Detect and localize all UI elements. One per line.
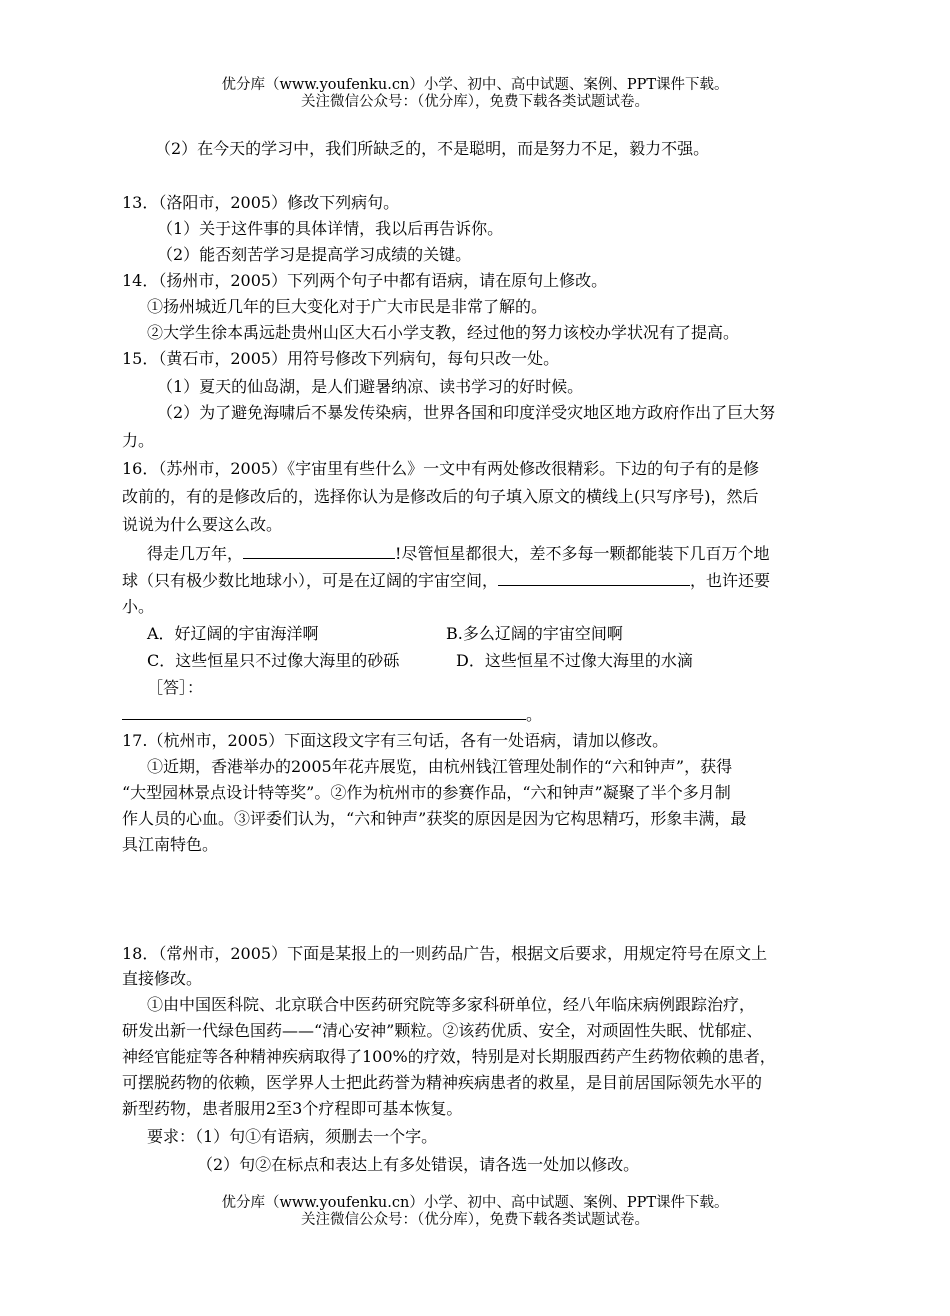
q18-passage-5: 新型药物，患者服用2至3个疗程即可基本恢复。 (122, 1099, 463, 1118)
q15-sentence-1: （1）夏天的仙岛湖，是人们避暑纳凉、读书学习的好时候。 (157, 377, 584, 396)
q16-answer-line (122, 703, 542, 726)
q14-title: 14．（扬州市，2005）下列两个句子中都有语病，请在原句上修改。 (122, 271, 608, 290)
q16-passage-line-1 (147, 542, 769, 565)
q18-passage-3: 神经官能症等各种精神疾病取得了100%的疗效，特别是对长期服西药产生药物依赖的患者， (122, 1047, 776, 1066)
q17-line-2: “大型园林景点设计特等奖”。②作为杭州市的参赛作品，“六和钟声”凝聚了半个多月制 (122, 783, 731, 802)
q16-option-d: D．这些恒星不过像大海里的水滴 (456, 651, 693, 670)
q16-line-2: 改前的，有的是修改后的，选择你认为是修改后的句子填入原文的横线上(只写序号)，然后 (122, 487, 759, 506)
q14-sentence-2: ②大学生徐本禹远赴贵州山区大石小学支教，经过他的努力该校办学状况有了提高。 (147, 323, 740, 342)
q16-line-3: 说说为什么要这么改。 (122, 515, 283, 534)
q18-line-2: 直接修改。 (122, 969, 203, 988)
q16-passage-part: ，也许还要 (690, 571, 771, 590)
q18-requirement-1: 要求：（1）句①有语病，须删去一个字。 (147, 1127, 438, 1146)
q15-sentence-2-cont: 力。 (122, 431, 155, 450)
footer-line-2: 关注微信公众号：（优分库），免费下载各类试题试卷。 (301, 1212, 649, 1228)
q18-line-1: 18．（常州市，2005）下面是某报上的一则药品广告，根据文后要求，用规定符号在原文上 (122, 944, 768, 963)
footer-line-1: 优分库（www.youfenku.cn）小学、初中、高中试题、案例、PPT课件下载。 (221, 1195, 729, 1211)
q12-sentence-2: （2）在今天的学习中，我们所缺乏的，不是聪明，而是努力不足，毅力不强。 (155, 139, 710, 158)
q16-passage-line-2 (122, 569, 770, 592)
q16-answer-label: ［答］： (147, 678, 204, 697)
q16-option-b: B.多么辽阔的宇宙空间啊 (446, 624, 623, 643)
answer-blank-3[interactable] (122, 703, 526, 720)
q18-requirement-2: （2）句②在标点和表达上有多处错误，请各选一处加以修改。 (197, 1155, 640, 1174)
q16-passage-line-3: 小。 (122, 597, 155, 616)
q16-option-a: A．好辽阔的宇宙海洋啊 (147, 624, 319, 643)
q17-line-1: ①近期，香港举办的2005年花卉展览，由杭州钱江管理处制作的“六和钟声”，获得 (147, 757, 733, 776)
header-line-1: 优分库（www.youfenku.cn）小学、初中、高中试题、案例、PPT课件下载。 (221, 77, 729, 93)
q18-passage-4: 可摆脱药物的依赖，医学界人士把此药誉为精神疾病患者的救星，是目前居国际领先水平的 (122, 1073, 763, 1092)
q13-sentence-1: （1）关于这件事的具体详情，我以后再告诉你。 (157, 219, 504, 238)
q15-title: 15．（黄石市，2005）用符号修改下列病句，每句只改一处。 (122, 349, 560, 368)
answer-blank-2[interactable] (498, 569, 690, 586)
header-line-2: 关注微信公众号：（优分库），免费下载各类试题试卷。 (301, 94, 649, 110)
q18-passage-1: ①由中国医科院、北京联合中医药研究院等多家科研单位，经八年临床病例跟踪治疗， (147, 995, 756, 1014)
q16-line-1: 16．（苏州市，2005）《宇宙里有些什么》一文中有两处修改很精彩。下边的句子有的是修 (122, 459, 760, 478)
q14-sentence-1: ①扬州城近几年的巨大变化对于广大市民是非常了解的。 (147, 297, 548, 316)
q18-passage-2: 研发出新一代绿色国药——“清心安神”颗粒。②该药优质、安全，对顽固性失眠、忧郁症、 (122, 1021, 763, 1040)
q15-sentence-2: （2）为了避免海啸后不暴发传染病，世界各国和印度洋受灾地区地方政府作出了巨大努 (157, 403, 776, 422)
q16-option-c: C．这些恒星只不过像大海里的砂砾 (147, 651, 400, 670)
q16-answer-end: 。 (526, 705, 543, 724)
q17-line-3: 作人员的心血。③评委们认为，“六和钟声”获奖的原因是因为它构思精巧，形象丰满，最 (122, 809, 747, 828)
q16-passage-part: !尽管恒星都很大，差不多每一颗都能装下几百万个地 (395, 544, 770, 563)
q17-title: 17.（杭州市，2005）下面这段文字有三句话，各有一处语病，请加以修改。 (122, 731, 669, 750)
q13-title: 13．（洛阳市，2005）修改下列病句。 (122, 193, 400, 212)
q16-passage-part: 得走几万年， (147, 544, 244, 563)
q16-passage-part: 球（只有极少数比地球小），可是在辽阔的宇宙空间， (122, 571, 499, 590)
answer-blank-1[interactable] (243, 542, 395, 559)
q13-sentence-2: （2）能否刻苦学习是提高学习成绩的关键。 (157, 245, 472, 264)
q17-line-4: 具江南特色。 (122, 835, 219, 854)
